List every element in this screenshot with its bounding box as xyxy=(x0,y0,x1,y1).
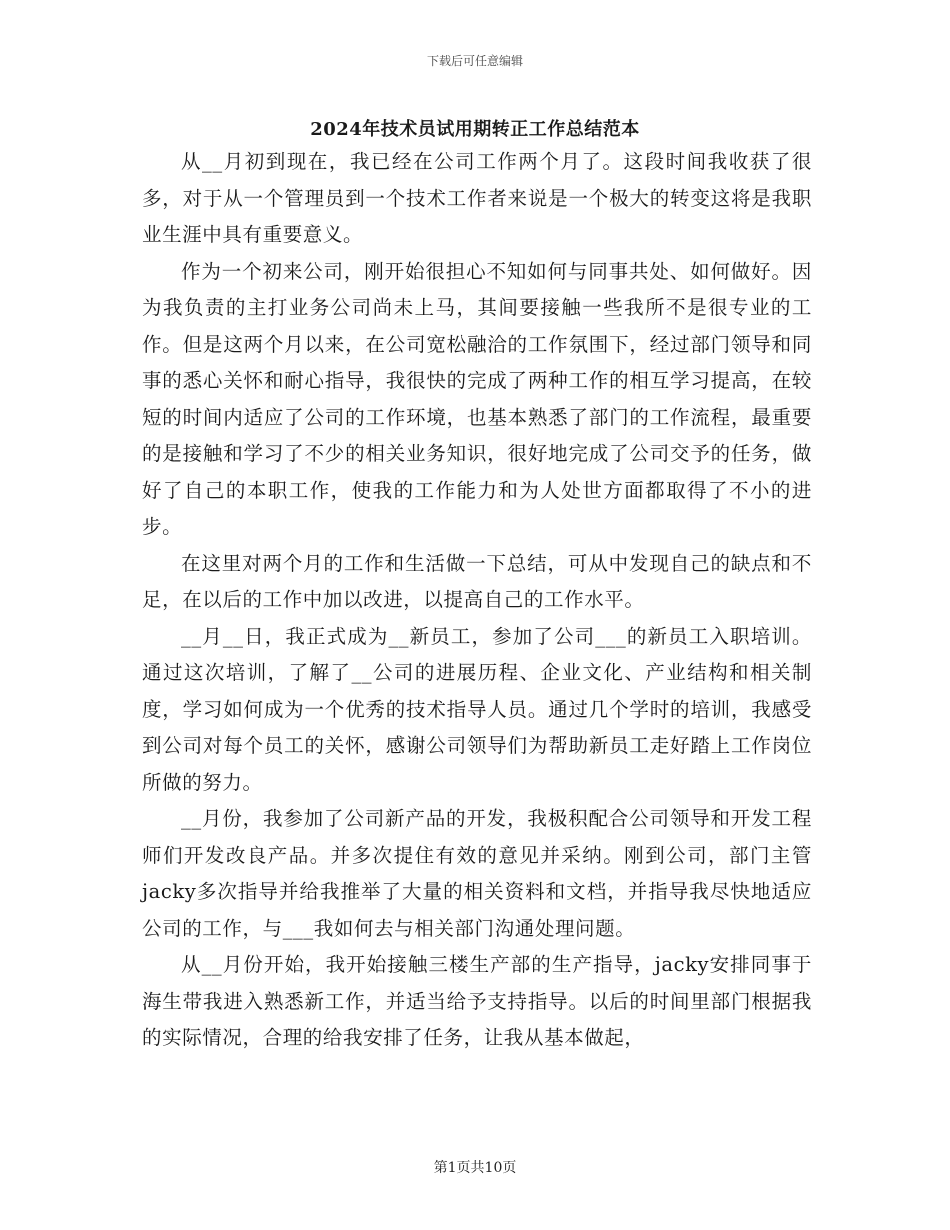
paragraph-3: 在这里对两个月的工作和生活做一下总结，可从中发现自己的缺点和不足，在以后的工作中加以改进，以提高自己的工作水平。 xyxy=(142,551,812,611)
paragraph-4: __月__日，我正式成为__新员工，参加了公司___的新员工入职培训。通过这次培训，了解了__公司的进展历程、企业文化、产业结构和相关制度，学习如何成为一个优秀的技术指导人员。通过几个学时的培训，我感受到公司对每个员工的关怀，感谢公司领导们为帮助新员工走好踏上工作岗位所做的努力。 xyxy=(142,624,812,794)
page-number: 第1页共10页 xyxy=(433,1160,517,1176)
document-body xyxy=(142,144,812,1057)
paragraph-6: 从__月份开始，我开始接触三楼生产部的生产指导，jacky安排同事于海生带我进入熟悉新工作，并适当给予支持指导。以后的时间里部门根据我的实际情况，合理的给我安排了任务，让我从基本做起， xyxy=(142,953,812,1049)
document-title: 2024年技术员试用期转正工作总结范本 xyxy=(310,119,640,140)
page-header-note: 下载后可任意编辑 xyxy=(426,54,523,68)
paragraph-5: __月份，我参加了公司新产品的开发，我极积配合公司领导和开发工程师们开发改良产品。并多次提住有效的意见并采纳。刚到公司，部门主管jacky多次指导并给我推举了大量的相关资料和文档，并指导我尽快地适应公司的工作，与___我如何去与相关部门沟通处理问题。 xyxy=(142,807,812,940)
paragraph-1: 从__月初到现在，我已经在公司工作两个月了。这段时间我收获了很多，对于从一个管理员到一个技术工作者来说是一个极大的转变这将是我职业生涯中具有重要意义。 xyxy=(142,150,812,246)
paragraph-2: 作为一个初来公司，刚开始很担心不知如何与同事共处、如何做好。因为我负责的主打业务公司尚未上马，其间要接触一些我所不是很专业的工作。但是这两个月以来，在公司宽松融洽的工作氛围下，经过部门领导和同事的悉心关怀和耐心指导，我很快的完成了两种工作的相互学习提高，在较短的时间内适应了公司的工作环境，也基本熟悉了部门的工作流程，最重要的是接触和学习了不少的相关业务知识，很好地完成了公司交予的任务，做好了自己的本职工作，使我的工作能力和为人处世方面都取得了不小的进步。 xyxy=(142,259,812,538)
